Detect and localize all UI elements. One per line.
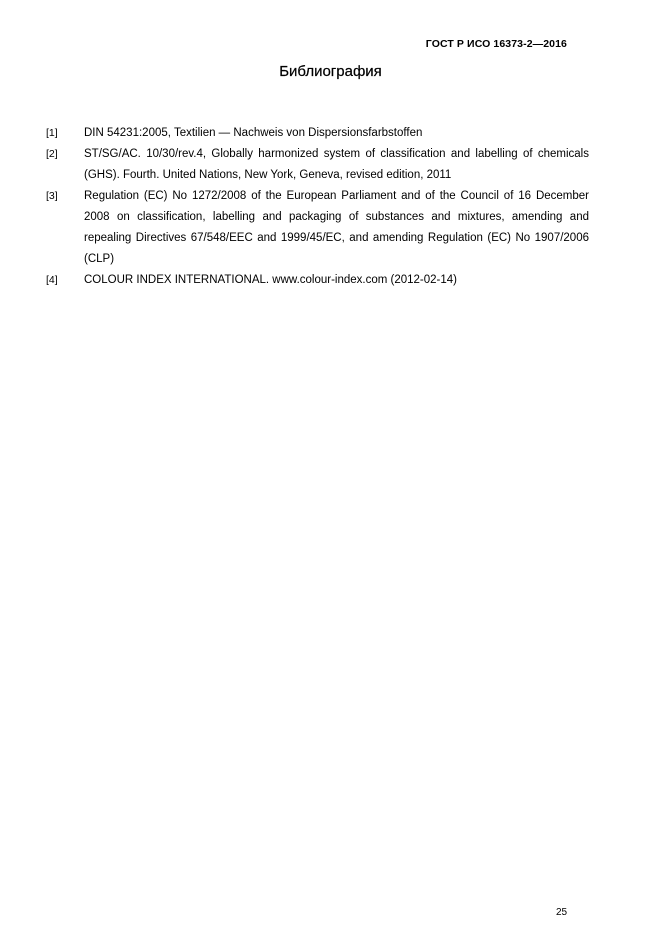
entry-text: ST/SG/AC. 10/30/rev.4, Globally harmonized system of classification and labelling of chemicals (GHS). Fourth. United Nations, New York, Geneva, revised edition, 2011	[84, 148, 589, 181]
bibliography-entry	[46, 186, 589, 270]
entry-number: [4]	[46, 274, 58, 286]
entry-number: [1]	[46, 127, 58, 139]
bibliography-entry	[46, 123, 589, 144]
bibliography-list	[46, 123, 589, 291]
document-code-header: ГОСТ Р ИСО 16373-2—2016	[425, 38, 567, 50]
bibliography-entry	[46, 270, 589, 291]
entry-number: [2]	[46, 148, 58, 160]
page-number: 25	[556, 907, 568, 918]
page-title: Библиография	[279, 63, 382, 80]
entry-text: COLOUR INDEX INTERNATIONAL. www.colour-index.com (2012-02-14)	[84, 274, 458, 286]
entry-text: DIN 54231:2005, Textilien — Nachweis von Dispersionsfarbstoffen	[84, 127, 423, 139]
entry-number: [3]	[46, 190, 58, 202]
bibliography-entry	[46, 144, 589, 186]
entry-text: Regulation (EC) No 1272/2008 of the European Parliament and of the Council of 16 December 2008 on classification, labelling and packaging of substances and mixtures, amending and repealing Directives 67/548/EEC and 1999/45/EC, and amending Regulation (EC) No 1907/2006 (CLP)	[84, 190, 589, 265]
